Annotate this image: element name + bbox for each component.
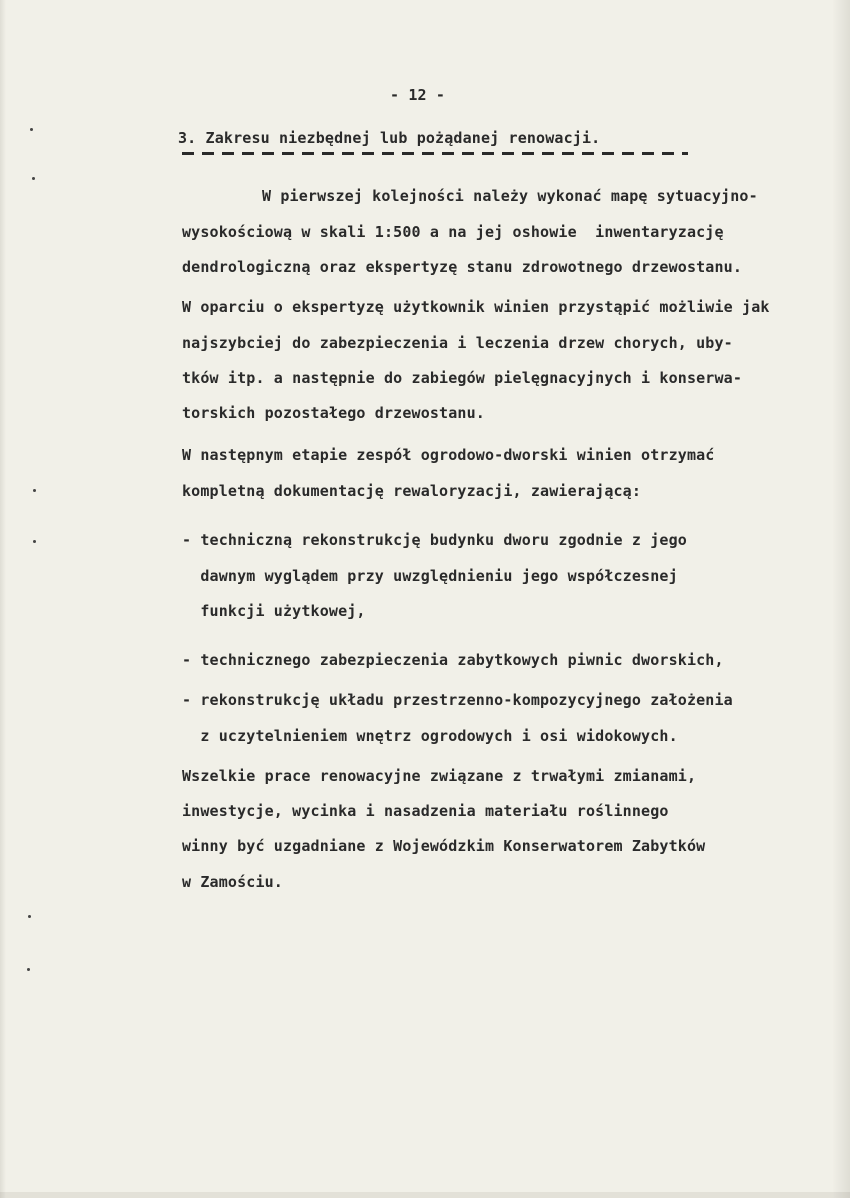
list-item-line: - technicznego zabezpieczenia zabytkowych piwnic dworskich, (182, 651, 724, 669)
list-item-line: funkcji użytkowej, (182, 602, 366, 620)
paragraph-line: torskich pozostałego drzewostanu. (182, 404, 485, 422)
heading-dashed-underline (182, 152, 688, 155)
paragraph-line: kompletną dokumentację rewaloryzacji, zawierającą: (182, 482, 642, 500)
section-heading: 3. Zakresu niezbędnej lub pożądanej renowacji. (178, 129, 601, 147)
list-item-line: - techniczną rekonstrukcję budynku dworu zgodnie z jego (182, 531, 687, 549)
paragraph-line: dendrologiczną oraz ekspertyzę stanu zdrowotnego drzewostanu. (182, 258, 743, 276)
paragraph-line: Wszelkie prace renowacyjne związane z trwałymi zmianami, (182, 767, 697, 785)
paragraph-line: inwestycje, wycinka i nasadzenia materiału roślinnego (182, 802, 669, 820)
paragraph-line: winny być uzgadniane z Wojewódzkim Konserwatorem Zabytków (182, 837, 706, 855)
list-item-line: z uczytelnieniem wnętrz ogrodowych i osi widokowych. (182, 727, 678, 745)
paragraph-line: w Zamościu. (182, 873, 283, 891)
paragraph-line: W pierwszej kolejności należy wykonać mapę sytuacyjno- (262, 187, 758, 205)
paragraph-line: tków itp. a następnie do zabiegów pielęgnacyjnych i konserwa- (182, 369, 743, 387)
paragraph-line: W oparciu o ekspertyzę użytkownik winien przystąpić możliwie jak (182, 298, 770, 316)
paragraph-line: W następnym etapie zespół ogrodowo-dworski winien otrzymać (182, 446, 715, 464)
list-item-line: - rekonstrukcję układu przestrzenno-kompozycyjnego założenia (182, 691, 733, 709)
paragraph-line: wysokościową w skali 1:500 a na jej oshowie inwentaryzację (182, 223, 724, 241)
list-item-line: dawnym wyglądem przy uwzględnieniu jego współczesnej (182, 567, 678, 585)
paragraph-line: najszybciej do zabezpieczenia i leczenia drzew chorych, uby- (182, 334, 733, 352)
page-number: - 12 - (390, 86, 446, 104)
